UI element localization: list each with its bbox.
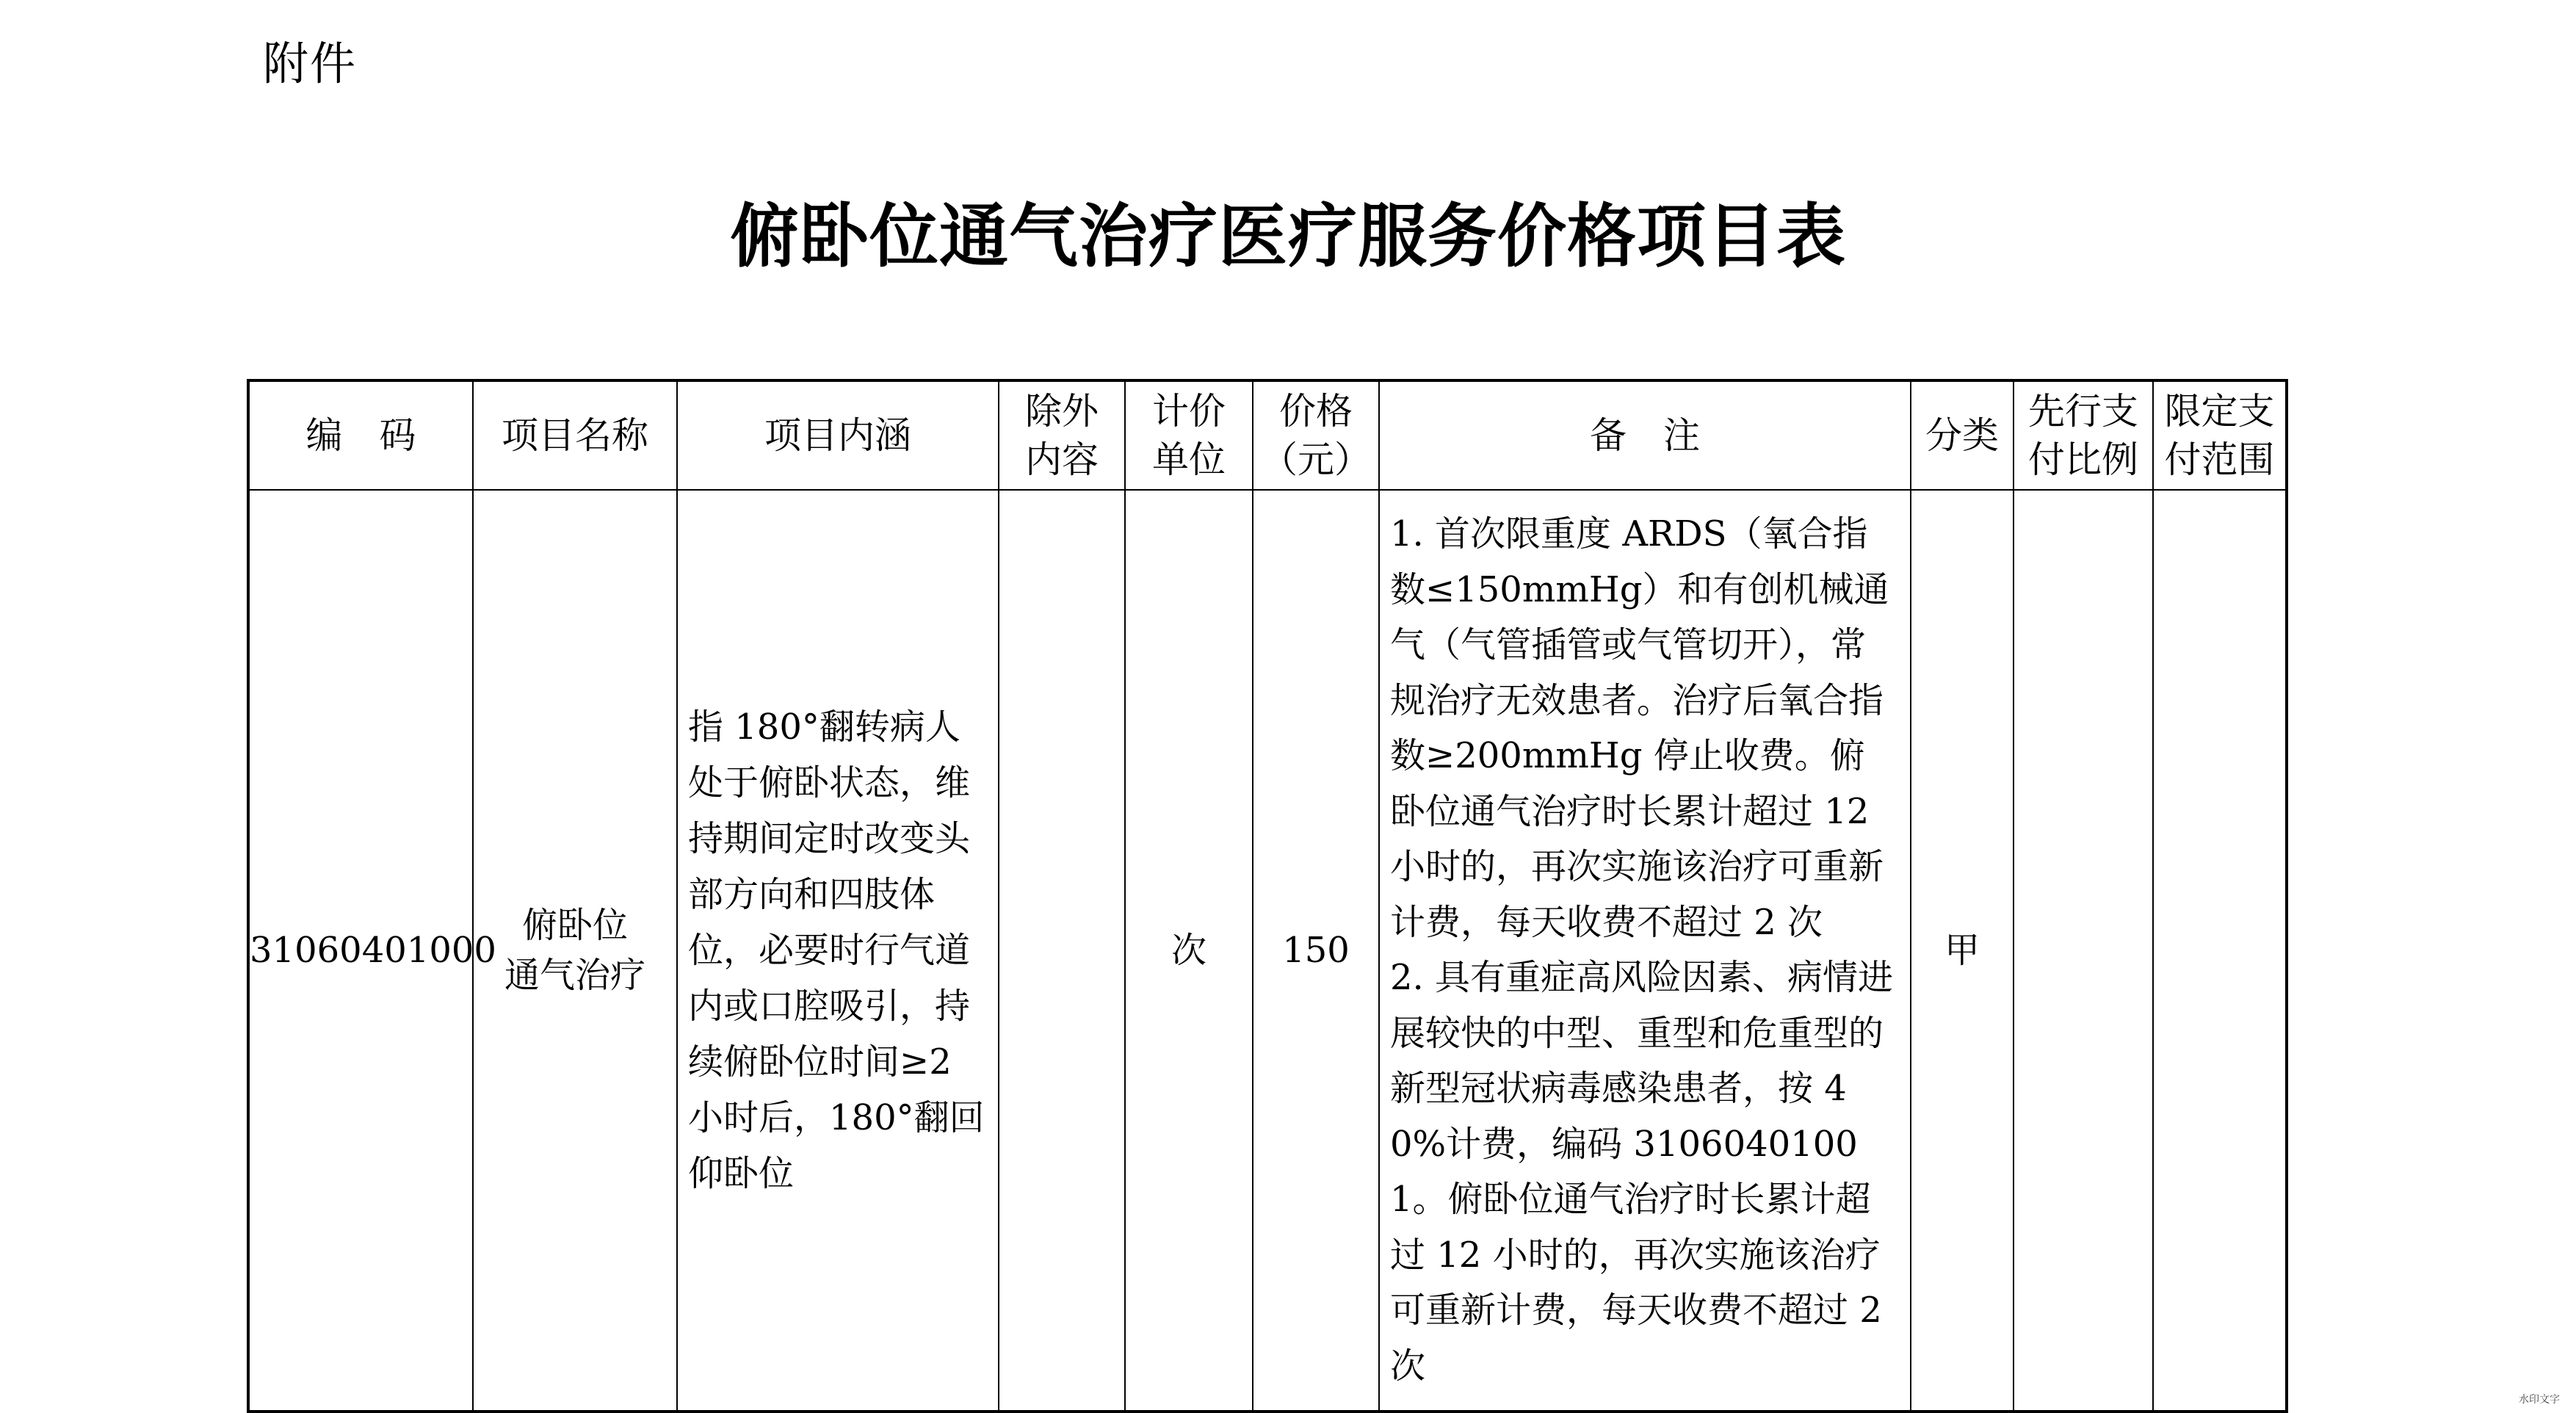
cell-name-line-1: 俯卧位: [521, 905, 628, 946]
header-unit: [1125, 380, 1253, 490]
cell-ratio: [2014, 490, 2153, 1412]
header-exclusions: [999, 380, 1125, 490]
attachment-label: 附件: [263, 37, 358, 90]
price-table: [247, 379, 2288, 1413]
header-code: [248, 380, 473, 490]
cell-remarks-item-2: 2. 具有重症高风险因素、病情进展较快的中型、重型和危重型的新型冠状病毒感染患者，按 40%计费，编码 31060401001。俯卧位通气治疗时长累计超过 12 小时的，再次实施该治疗可重新计费，每天收费不超过 2 次: [1390, 957, 1894, 1387]
header-content: 项目内涵: [677, 380, 999, 490]
header-unit-line-1: 计价: [1152, 390, 1226, 433]
cell-content: 指 180°翻转病人处于俯卧状态，维持期间定时改变头部方向和四肢体位，必要时行气道内或口腔吸引，持续俯卧位时间≥2 小时后，180°翻回仰卧位: [677, 490, 999, 1412]
cell-remarks-item-1: 1. 首次限重度 ARDS（氧合指数≤150mmHg）和有创机械通气（气管插管或气管切开），常规治疗无效患者。治疗后氧合指数≥200mmHg 停止收费。俯卧位通气治疗时长累计超过 12 小时的，再次实施该治疗可重新计费，每天收费不超过 2 次: [1390, 513, 1889, 943]
cell-exclusions: [999, 490, 1125, 1412]
cell-price: 150: [1253, 490, 1379, 1412]
cell-category: 甲: [1911, 490, 2014, 1412]
document-title: 俯卧位通气治疗医疗服务价格项目表: [729, 197, 1846, 277]
header-scope-line-1: 限定支: [2164, 390, 2275, 433]
header-remarks: [1379, 380, 1911, 490]
table-header-row: [248, 380, 2287, 490]
header-ratio: [2014, 380, 2153, 490]
header-scope-line-2: 付范围: [2164, 438, 2275, 481]
header-category: 分类: [1911, 380, 2014, 490]
cell-remarks: [1379, 490, 1911, 1412]
cell-scope: [2153, 490, 2287, 1412]
header-remarks-label: 备 注: [1590, 414, 1700, 457]
header-unit-line-2: 单位: [1152, 438, 1226, 481]
header-exclusions-line-1: 除外: [1025, 390, 1099, 433]
header-scope: [2153, 380, 2287, 490]
header-name: 项目名称: [473, 380, 677, 490]
header-price-line-2: （元）: [1261, 438, 1371, 481]
header-code-label: 编 码: [305, 414, 416, 457]
table-row: [248, 490, 2287, 1412]
header-price: [1253, 380, 1379, 490]
cell-unit: 次: [1125, 490, 1253, 1412]
header-ratio-line-1: 先行支: [2028, 390, 2138, 433]
cell-code: 31060401000: [248, 490, 473, 1412]
header-exclusions-line-2: 内容: [1025, 438, 1099, 481]
header-price-line-1: 价格: [1279, 390, 1353, 433]
header-ratio-line-2: 付比例: [2028, 438, 2138, 481]
cell-name: [473, 490, 677, 1412]
cell-name-line-2: 通气治疗: [504, 955, 645, 996]
footer-watermark: 水印文字: [2519, 1394, 2560, 1406]
